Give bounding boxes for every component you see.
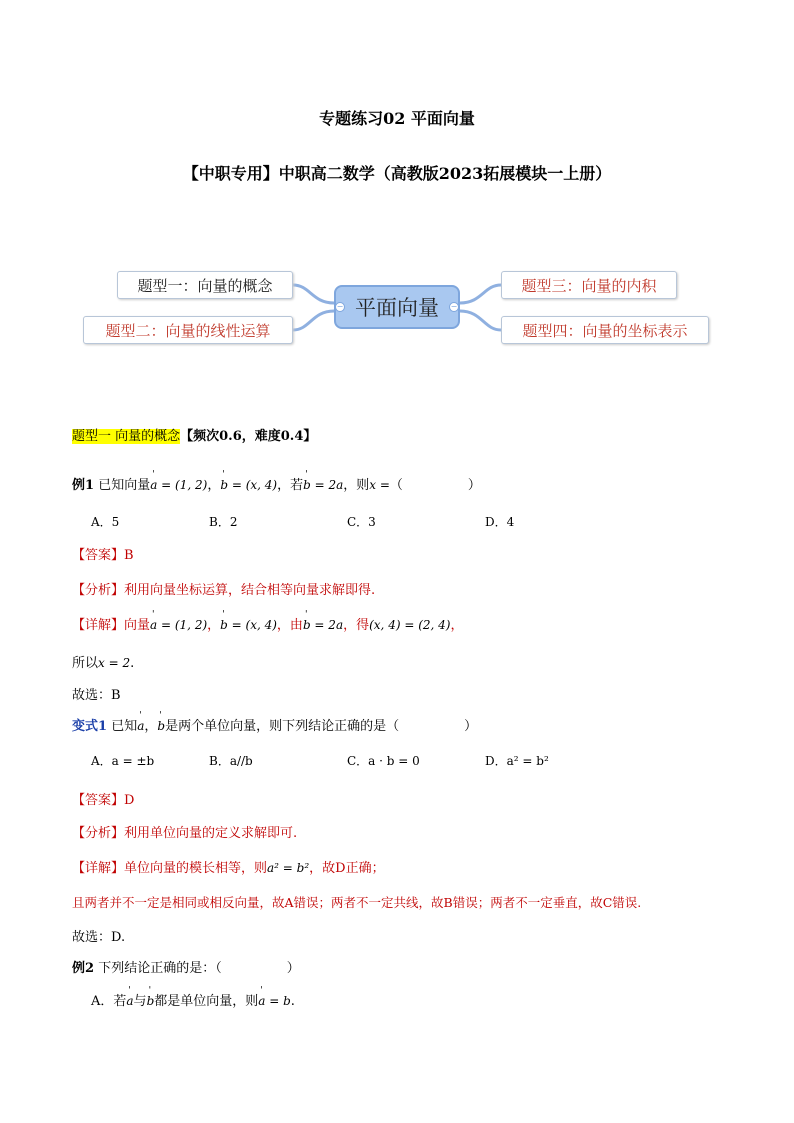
math-eq: ' a = b [258, 994, 291, 1008]
detail-text: ，得 [343, 618, 370, 633]
q-text: ，则 [343, 478, 370, 493]
q-text: ，若 [277, 478, 304, 493]
math-a: ' a [126, 994, 133, 1008]
option-c: C．3 [347, 515, 376, 529]
answer-value: B [124, 548, 134, 563]
detail-tag: 【详解】 [72, 618, 125, 633]
conclusion-text: 所以 [72, 656, 99, 671]
variant1-detail [72, 857, 385, 876]
math-b: ' b [147, 994, 155, 1008]
q-text: 是两个单位向量，则下列结论正确的是（ ） [165, 719, 478, 734]
option-c: C．a · b = 0 [347, 754, 420, 768]
math-b: ' b = (x, 4) [220, 618, 277, 632]
page-title: 专题练习02 平面向量 [319, 109, 475, 128]
q-text: ， [207, 478, 221, 493]
example1-analysis [72, 579, 375, 598]
page-subtitle: 【中职专用】中职高二数学（高教版2023拓展模块一上册） [182, 164, 612, 183]
math-a: ' a [137, 719, 144, 733]
q-text: A．若 [91, 994, 127, 1009]
mindmap-center-node: 平面向量 [334, 285, 460, 329]
math-b: ' b = (x, 4) [220, 478, 277, 492]
analysis-text: 利用单位向量的定义求解即可. [124, 826, 298, 841]
q-text: 下列结论正确的是：（ ） [98, 961, 300, 976]
example1-question [72, 474, 481, 493]
option-b: B．2 [209, 515, 238, 529]
q-text: （ ） [389, 478, 481, 493]
mindmap-node-type3: 题型三：向量的内积 [501, 271, 677, 299]
math-cond: ' b = 2a [303, 618, 343, 632]
detail-text: ， [450, 618, 464, 633]
variant1-question [72, 715, 477, 734]
detail-text: ，故D正确； [309, 861, 385, 876]
math-a: ' a = (1, 2) [150, 618, 207, 632]
section-label: 题型一 向量的概念 [72, 429, 181, 444]
q-text: ， [144, 719, 158, 734]
q-text: 都是单位向量，则 [154, 994, 259, 1009]
analysis-tag: 【分析】 [72, 826, 125, 841]
answer-value: D [124, 793, 135, 808]
example2-option-a [91, 990, 295, 1009]
analysis-tag: 【分析】 [72, 583, 125, 598]
detail-text: 向量 [124, 618, 151, 633]
math-eq: (x, 4) = (2, 4) [369, 618, 451, 632]
conclusion-text: . [130, 656, 135, 671]
mindmap-node-type1: 题型一：向量的概念 [117, 271, 293, 299]
option-b: B．a//b [209, 754, 253, 768]
q-text: 已知 [111, 719, 138, 734]
answer-tag: 【答案】 [72, 548, 125, 563]
math-cond: ' b = 2a [303, 478, 343, 492]
collapse-right-icon[interactable]: − [450, 302, 458, 311]
answer-tag: 【答案】 [72, 793, 125, 808]
math-a: ' a = (1, 2) [150, 478, 207, 492]
detail-text: 单位向量的模长相等，则 [124, 861, 268, 876]
example1-choice: 故选：B [72, 688, 121, 703]
detail-tag: 【详解】 [72, 861, 125, 876]
math-eq: a² = b² [267, 861, 310, 875]
math-x: x = 2 [98, 656, 131, 670]
collapse-left-icon[interactable]: − [336, 302, 344, 311]
option-a: A．a = ±b [91, 754, 155, 768]
example1-conclusion [72, 652, 134, 671]
mindmap-node-type2: 题型二：向量的线性运算 [83, 316, 293, 344]
example1-answer [72, 544, 134, 563]
section-meta: 【频次0.6，难度0.4】 [180, 429, 317, 444]
option-d: D．4 [485, 515, 515, 529]
example1-label: 例1 [72, 478, 95, 493]
detail-text: ， [207, 618, 221, 633]
variant1-options [91, 752, 691, 768]
analysis-text: 利用向量坐标运算，结合相等向量求解即得. [124, 583, 376, 598]
section-heading [72, 425, 316, 444]
math-b: ' b [157, 719, 165, 733]
option-a: A．5 [91, 515, 120, 529]
mindmap-node-type4: 题型四：向量的坐标表示 [501, 316, 709, 344]
example2-question [72, 957, 300, 976]
q-text: 已知向量 [98, 478, 151, 493]
detail-text: ，由 [276, 618, 303, 633]
q-text: 与 [133, 994, 147, 1009]
q-text: . [290, 994, 295, 1009]
variant1-detail-line2: 且两者并不一定是相同或相反向量，故A错误；两者不一定共线，故B错误；两者不一定垂直，故C错误. [72, 895, 642, 910]
option-d: D．a² = b² [485, 754, 549, 768]
math-x: x = [369, 478, 390, 492]
variant1-label: 变式1 [72, 719, 108, 734]
example1-detail [72, 614, 463, 633]
variant1-analysis [72, 822, 297, 841]
example1-options [91, 513, 691, 529]
variant1-choice: 故选：D. [72, 930, 126, 945]
example2-label: 例2 [72, 961, 95, 976]
variant1-answer [72, 789, 134, 808]
